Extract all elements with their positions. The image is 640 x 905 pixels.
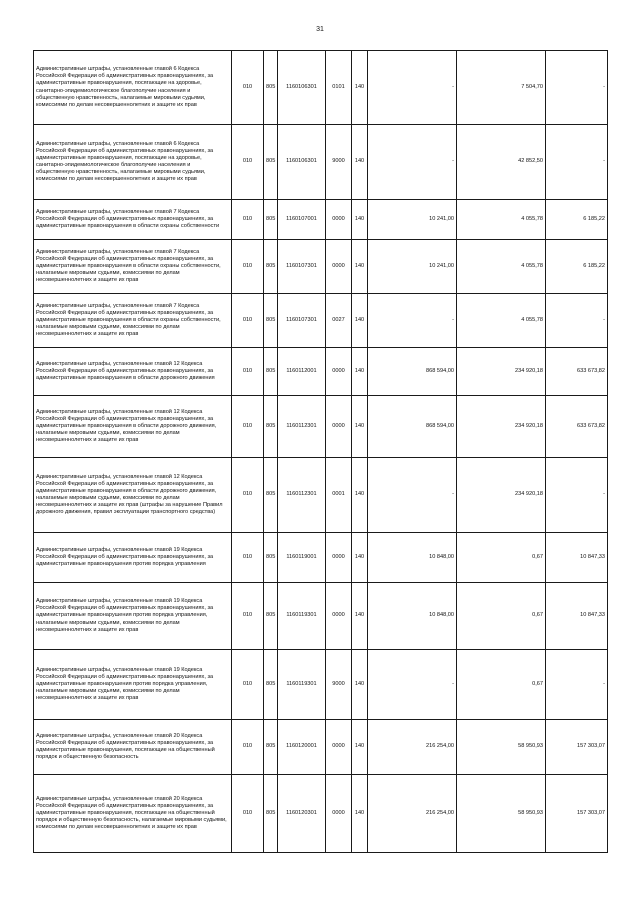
table-row bbox=[34, 650, 608, 720]
classification-code: 140 bbox=[352, 775, 368, 853]
remaining-amount: 10 847,33 bbox=[546, 533, 608, 583]
subtype-code: 0000 bbox=[326, 396, 352, 458]
income-code: 1160112301 bbox=[278, 458, 326, 533]
row-description: Административные штрафы, установленные главой 20 Кодекса Российской Федерации об административных правонарушениях, за административные правонарушения, посягающие на общественный порядок и общественную безопасность bbox=[34, 720, 232, 775]
remaining-amount: 157 303,07 bbox=[546, 720, 608, 775]
classification-code: 140 bbox=[352, 348, 368, 396]
row-description: Административные штрафы, установленные главой 19 Кодекса Российской Федерации об административных правонарушениях, за административные правонарушения против порядка управления, налагаемые мировыми судьями, комиссиями по делам несовершеннолетних и защите их прав bbox=[34, 583, 232, 650]
section-code: 010 bbox=[232, 650, 264, 720]
table-row bbox=[34, 200, 608, 240]
section-code: 010 bbox=[232, 720, 264, 775]
page-number: 31 bbox=[316, 26, 324, 33]
row-description: Административные штрафы, установленные главой 12 Кодекса Российской Федерации об административных правонарушениях, за административные правонарушения в области дорожного движения bbox=[34, 348, 232, 396]
subtype-code: 0027 bbox=[326, 294, 352, 348]
row-description: Административные штрафы, установленные главой 19 Кодекса Российской Федерации об административных правонарушениях, за административные правонарушения против порядка управления, налагаемые мировыми судьями, комиссиями по делам несовершеннолетних и защите их прав bbox=[34, 650, 232, 720]
income-code: 1160119301 bbox=[278, 583, 326, 650]
section-code: 010 bbox=[232, 51, 264, 125]
executed-amount: 0,67 bbox=[457, 650, 546, 720]
subtype-code: 9000 bbox=[326, 125, 352, 200]
approved-amount: - bbox=[368, 650, 457, 720]
income-code: 1160107001 bbox=[278, 200, 326, 240]
admin-code: 805 bbox=[264, 533, 278, 583]
classification-code: 140 bbox=[352, 51, 368, 125]
subtype-code: 0000 bbox=[326, 348, 352, 396]
row-description: Административные штрафы, установленные главой 6 Кодекса Российской Федерации об административных правонарушениях, за административные правонарушения, посягающие на здоровье, санитарно-эпидемиологическое благополучие населения и общественную нравственность, налагаемые мировыми судьями, комиссиями по делам несовершеннолетних и защите их прав bbox=[34, 51, 232, 125]
remaining-amount: - bbox=[546, 51, 608, 125]
admin-code: 805 bbox=[264, 396, 278, 458]
subtype-code: 0000 bbox=[326, 200, 352, 240]
remaining-amount: 10 847,33 bbox=[546, 583, 608, 650]
classification-code: 140 bbox=[352, 583, 368, 650]
approved-amount: 10 241,00 bbox=[368, 200, 457, 240]
executed-amount: 234 920,18 bbox=[457, 458, 546, 533]
income-code: 1160106301 bbox=[278, 51, 326, 125]
classification-code: 140 bbox=[352, 240, 368, 294]
income-code: 1160107301 bbox=[278, 240, 326, 294]
classification-code: 140 bbox=[352, 458, 368, 533]
table-row bbox=[34, 458, 608, 533]
approved-amount: 868 594,00 bbox=[368, 396, 457, 458]
table-row bbox=[34, 125, 608, 200]
admin-code: 805 bbox=[264, 200, 278, 240]
row-description: Административные штрафы, установленные главой 19 Кодекса Российской Федерации об административных правонарушениях, за административные правонарушения против порядка управления bbox=[34, 533, 232, 583]
approved-amount: 10 848,00 bbox=[368, 583, 457, 650]
executed-amount: 58 950,93 bbox=[457, 720, 546, 775]
table-row bbox=[34, 775, 608, 853]
table-row bbox=[34, 720, 608, 775]
remaining-amount: 633 673,82 bbox=[546, 348, 608, 396]
approved-amount: 216 254,00 bbox=[368, 720, 457, 775]
table-row bbox=[34, 240, 608, 294]
approved-amount: - bbox=[368, 125, 457, 200]
remaining-amount: - bbox=[546, 125, 608, 200]
classification-code: 140 bbox=[352, 650, 368, 720]
section-code: 010 bbox=[232, 458, 264, 533]
approved-amount: - bbox=[368, 51, 457, 125]
table-row bbox=[34, 583, 608, 650]
remaining-amount: 6 185,22 bbox=[546, 240, 608, 294]
subtype-code: 0000 bbox=[326, 720, 352, 775]
executed-amount: 58 950,93 bbox=[457, 775, 546, 853]
income-code: 1160119301 bbox=[278, 650, 326, 720]
approved-amount: 10 848,00 bbox=[368, 533, 457, 583]
approved-amount: - bbox=[368, 458, 457, 533]
remaining-amount: - bbox=[546, 294, 608, 348]
admin-code: 805 bbox=[264, 583, 278, 650]
executed-amount: 234 920,18 bbox=[457, 396, 546, 458]
section-code: 010 bbox=[232, 294, 264, 348]
subtype-code: 9000 bbox=[326, 650, 352, 720]
table-row bbox=[34, 294, 608, 348]
section-code: 010 bbox=[232, 396, 264, 458]
classification-code: 140 bbox=[352, 200, 368, 240]
row-description: Административные штрафы, установленные главой 7 Кодекса Российской Федерации об административных правонарушениях, за административные правонарушения в области охраны собственности bbox=[34, 200, 232, 240]
subtype-code: 0000 bbox=[326, 240, 352, 294]
subtype-code: 0000 bbox=[326, 775, 352, 853]
executed-amount: 4 055,78 bbox=[457, 294, 546, 348]
income-code: 1160106301 bbox=[278, 125, 326, 200]
executed-amount: 0,67 bbox=[457, 533, 546, 583]
row-description: Административные штрафы, установленные главой 7 Кодекса Российской Федерации об административных правонарушениях, за административные правонарушения в области охраны собственности, налагаемые мировыми судьями, комиссиями по делам несовершеннолетних и защите их прав bbox=[34, 240, 232, 294]
section-code: 010 bbox=[232, 348, 264, 396]
subtype-code: 0000 bbox=[326, 583, 352, 650]
income-code: 1160107301 bbox=[278, 294, 326, 348]
row-description: Административные штрафы, установленные главой 7 Кодекса Российской Федерации об административных правонарушениях, за административные правонарушения в области охраны собственности, налагаемые мировыми судьями, комиссиями по делам несовершеннолетних и защите их прав bbox=[34, 294, 232, 348]
classification-code: 140 bbox=[352, 125, 368, 200]
remaining-amount: - bbox=[546, 650, 608, 720]
admin-code: 805 bbox=[264, 240, 278, 294]
executed-amount: 42 852,50 bbox=[457, 125, 546, 200]
executed-amount: 4 055,78 bbox=[457, 200, 546, 240]
income-code: 1160112301 bbox=[278, 396, 326, 458]
admin-code: 805 bbox=[264, 458, 278, 533]
row-description: Административные штрафы, установленные главой 12 Кодекса Российской Федерации об административных правонарушениях, за административные правонарушения в области дорожного движения, налагаемые мировыми судьями, комиссиями по делам несовершеннолетних и защите их прав bbox=[34, 396, 232, 458]
section-code: 010 bbox=[232, 240, 264, 294]
remaining-amount: 6 185,22 bbox=[546, 200, 608, 240]
section-code: 010 bbox=[232, 775, 264, 853]
executed-amount: 0,67 bbox=[457, 583, 546, 650]
classification-code: 140 bbox=[352, 533, 368, 583]
classification-code: 140 bbox=[352, 294, 368, 348]
income-code: 1160119001 bbox=[278, 533, 326, 583]
admin-code: 805 bbox=[264, 775, 278, 853]
executed-amount: 4 055,78 bbox=[457, 240, 546, 294]
section-code: 010 bbox=[232, 125, 264, 200]
admin-code: 805 bbox=[264, 650, 278, 720]
table-row bbox=[34, 533, 608, 583]
table-row bbox=[34, 348, 608, 396]
approved-amount: 10 241,00 bbox=[368, 240, 457, 294]
classification-code: 140 bbox=[352, 720, 368, 775]
admin-code: 805 bbox=[264, 720, 278, 775]
approved-amount: 868 594,00 bbox=[368, 348, 457, 396]
subtype-code: 0000 bbox=[326, 533, 352, 583]
admin-code: 805 bbox=[264, 51, 278, 125]
budget-table bbox=[33, 50, 608, 853]
table-row bbox=[34, 51, 608, 125]
row-description: Административные штрафы, установленные главой 6 Кодекса Российской Федерации об административных правонарушениях, за административные правонарушения, посягающие на здоровье, санитарно-эпидемиологическое благополучие населения и общественную нравственность, налагаемые мировыми судьями, комиссиями по делам несовершеннолетних и защите их прав bbox=[34, 125, 232, 200]
row-description: Административные штрафы, установленные главой 20 Кодекса Российской Федерации об административных правонарушениях, за административные правонарушения, посягающие на общественный порядок и общественную безопасность, налагаемые мировыми судьями, комиссиями по делам несовершеннолетних и защите их прав bbox=[34, 775, 232, 853]
row-description: Административные штрафы, установленные главой 12 Кодекса Российской Федерации об административных правонарушениях, за административные правонарушения в области дорожного движения, налагаемые мировыми судьями, комиссиями по делам несовершеннолетних и защите их прав (штрафы за нарушение Правил дорожного движения, правил эксплуатации транспортного средства) bbox=[34, 458, 232, 533]
remaining-amount: 633 673,82 bbox=[546, 396, 608, 458]
section-code: 010 bbox=[232, 533, 264, 583]
income-code: 1160120301 bbox=[278, 775, 326, 853]
executed-amount: 7 504,70 bbox=[457, 51, 546, 125]
approved-amount: 216 254,00 bbox=[368, 775, 457, 853]
admin-code: 805 bbox=[264, 348, 278, 396]
section-code: 010 bbox=[232, 583, 264, 650]
table-row bbox=[34, 396, 608, 458]
section-code: 010 bbox=[232, 200, 264, 240]
income-code: 1160112001 bbox=[278, 348, 326, 396]
classification-code: 140 bbox=[352, 396, 368, 458]
subtype-code: 0101 bbox=[326, 51, 352, 125]
remaining-amount: 157 303,07 bbox=[546, 775, 608, 853]
approved-amount: - bbox=[368, 294, 457, 348]
remaining-amount: - bbox=[546, 458, 608, 533]
admin-code: 805 bbox=[264, 294, 278, 348]
subtype-code: 0001 bbox=[326, 458, 352, 533]
executed-amount: 234 920,18 bbox=[457, 348, 546, 396]
admin-code: 805 bbox=[264, 125, 278, 200]
income-code: 1160120001 bbox=[278, 720, 326, 775]
